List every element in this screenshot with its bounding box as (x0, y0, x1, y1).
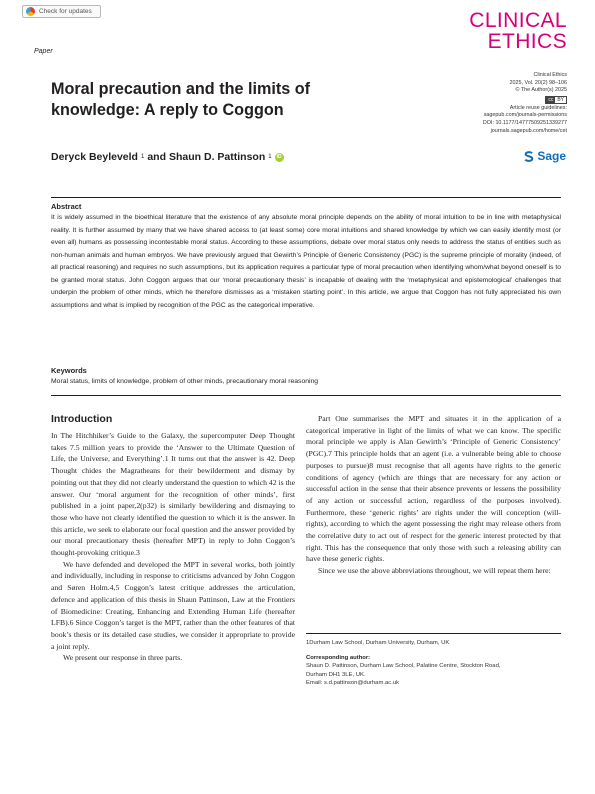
check-for-updates-button[interactable] (22, 5, 101, 18)
sage-s-icon (524, 151, 534, 162)
journal-logo-line2: ETHICS (487, 30, 567, 53)
intro-paragraph-4: Part One summarises the MPT and situates it in the application of a categorical imperative in light of the limits of what we can know. The specific moral principle we apply is Alan Gewirth’s ‘Principle of Generic Consistency’ (PGC).7 This principle holds that an agent (i.e. a vulnerable being able to choose purposes to pursue)8 must recognise that all agents have rights to the generic conditions of agency (which are things that are necessary for any action or successful action in the sense that their absence prevents or lessens the possibility of any action or successful action, regardless of the purposes involved). Furthermore, these ‘generic rights’ are rights under the will conception (will-rights), according to which the agent possessing the right may release others from the correlative duty to act out of respect for the generic interest protected by that right. This has the consequence that only those with such a releasing ability can have these generic rights. (306, 414, 561, 564)
author-2: Shaun D. Pattinson (169, 151, 266, 163)
meta-journal-link[interactable]: journals.sagepub.com/home/cet (490, 127, 567, 134)
meta-copyright: © The Author(s) 2025 (515, 87, 567, 94)
by-icon: BY (557, 96, 564, 103)
body-column-right (306, 413, 561, 577)
meta-doi[interactable]: DOI: 10.1177/14777509251339277 (482, 119, 567, 126)
journal-logo (469, 10, 567, 52)
affiliation-note: 1Durham Law School, Durham University, Durham, UK (306, 640, 450, 646)
intro-paragraph-1: In The Hitchhiker’s Guide to the Galaxy, the supercomputer Deep Thought takes 7.5 million years to provide the ‘Answer to the Ultimate Question of Life, the Universe, and Everything’.1 It turns out that the answer is 42. Deep Thought chides the Magratheans for their bewilderment and dismay by pointing out that they did not clearly understand the question to which 42 is the answer. Our ‘moral argument for the recognition of other minds’, first published in a joint paper,2(p32) is similarly bewildering and dismaying to those who have not clearly identified the question to which it is the answer. In this article, we seek to elaborate our focal question and the answer provided by our moral precautionary thesis (hereafter MPT) in reply to John Coggon’s thought-provoking critique.3 (51, 431, 295, 558)
cc-icon: cc (548, 96, 554, 103)
article-title: Moral precaution and the limits of knowledge: A reply to Coggon (51, 80, 311, 119)
meta-journal-name: Clinical Ethics (533, 72, 567, 78)
meta-reuse-link[interactable]: sagepub.com/journals-permissions (483, 112, 567, 119)
cc-by-license-badge[interactable] (545, 96, 567, 104)
meta-volume: 2025, Vol. 20(2) 98–106 (509, 79, 567, 86)
footnotes (306, 633, 561, 688)
sage-logo (524, 149, 566, 163)
author-1-affil: 1 (140, 154, 145, 160)
author-1: Deryck Beyleveld (51, 151, 138, 163)
author-line (51, 151, 284, 163)
abstract-text: It is widely assumed in the bioethical literature that the existence of any absolute moral principle depends on the ability of moral intuition to be in line with metaphysical reality. It is further assumed by many that we have shared access to (at least some) core moral intuitions and shared knowledge by which we can easily identify most (or even all) humans as possessing incontestable moral status. According to these assumptions, debate over moral status only needs to address the status of entities such as non-human animals and human embryos. We have previously argued that Gewirth’s Principle of Generic Consistency (PGC) is the supreme principle of morality (indeed, of all practical reasoning) and requires no such assumptions, but its application requires a particular type of moral precaution when identifying whom/what beyond oneself is to be granted moral status. John Coggon argues that our ‘moral precautionary thesis’ is incapable of dealing with the ‘metaphysical and epistemological’ challenges that underpin the problem of other minds, which he therefore dismisses as a ‘mistaken starting point’. In this article, we argue that Coggon has not fully appreciated his own assumptions and what is implied by recognition of the PGC as the categorical imperative. (51, 214, 561, 309)
corresponding-author-email[interactable]: Email: s.d.pattinson@durham.ac.uk (306, 680, 400, 687)
corresponding-author-name: Shaun D. Pattinson, Durham Law School, Palatine Centre, Stockton Road, (306, 663, 501, 670)
intro-paragraph-5: Since we use the above abbreviations throughout, we will repeat them here: (318, 566, 551, 576)
body-column-left (51, 413, 295, 664)
keywords-heading: Keywords (51, 366, 87, 375)
intro-paragraph-2: We have defended and developed the MPT in several works, both jointly and individually, including in response to criticisms advanced by John Coggon and Søren Holm.4,5 Coggon’s latest critique addresses the articulation, defence and application of this thesis in Shaun Pattinson, Law at the Frontiers of Biomedicine: Creating, Enhancing and Extending Human Life (hereafter LFB).6 Since Coggon’s target is the MPT, rather than the other features of that book’s thesis or its detailed case studies, we consider it appropriate to provide a joint reply. (51, 559, 295, 651)
article-meta (437, 72, 567, 135)
author-2-affil: 1 (268, 154, 272, 160)
keywords-divider (51, 395, 561, 396)
corresponding-author-heading: Corresponding author: (306, 654, 371, 661)
check-updates-label: Check for updates (39, 8, 92, 15)
abstract (51, 197, 561, 312)
keywords (51, 366, 561, 387)
sage-label: Sage (537, 149, 566, 163)
corresponding-author-address: Durham DH1 3LE, UK. (306, 671, 366, 678)
abstract-heading: Abstract (51, 202, 82, 211)
journal-logo-line1: CLINICAL (469, 9, 567, 32)
intro-paragraph-3: We present our response in three parts. (63, 653, 183, 663)
introduction-heading: Introduction (51, 413, 113, 425)
orcid-icon[interactable]: iD (276, 153, 282, 160)
keywords-text: Moral status, limits of knowledge, problem of other minds, precautionary moral reasoning (51, 378, 319, 385)
crossmark-icon (26, 7, 35, 16)
meta-reuse: Article reuse guidelines: (509, 104, 567, 111)
author-and: and (147, 151, 166, 163)
paper-type: Paper (34, 48, 53, 55)
